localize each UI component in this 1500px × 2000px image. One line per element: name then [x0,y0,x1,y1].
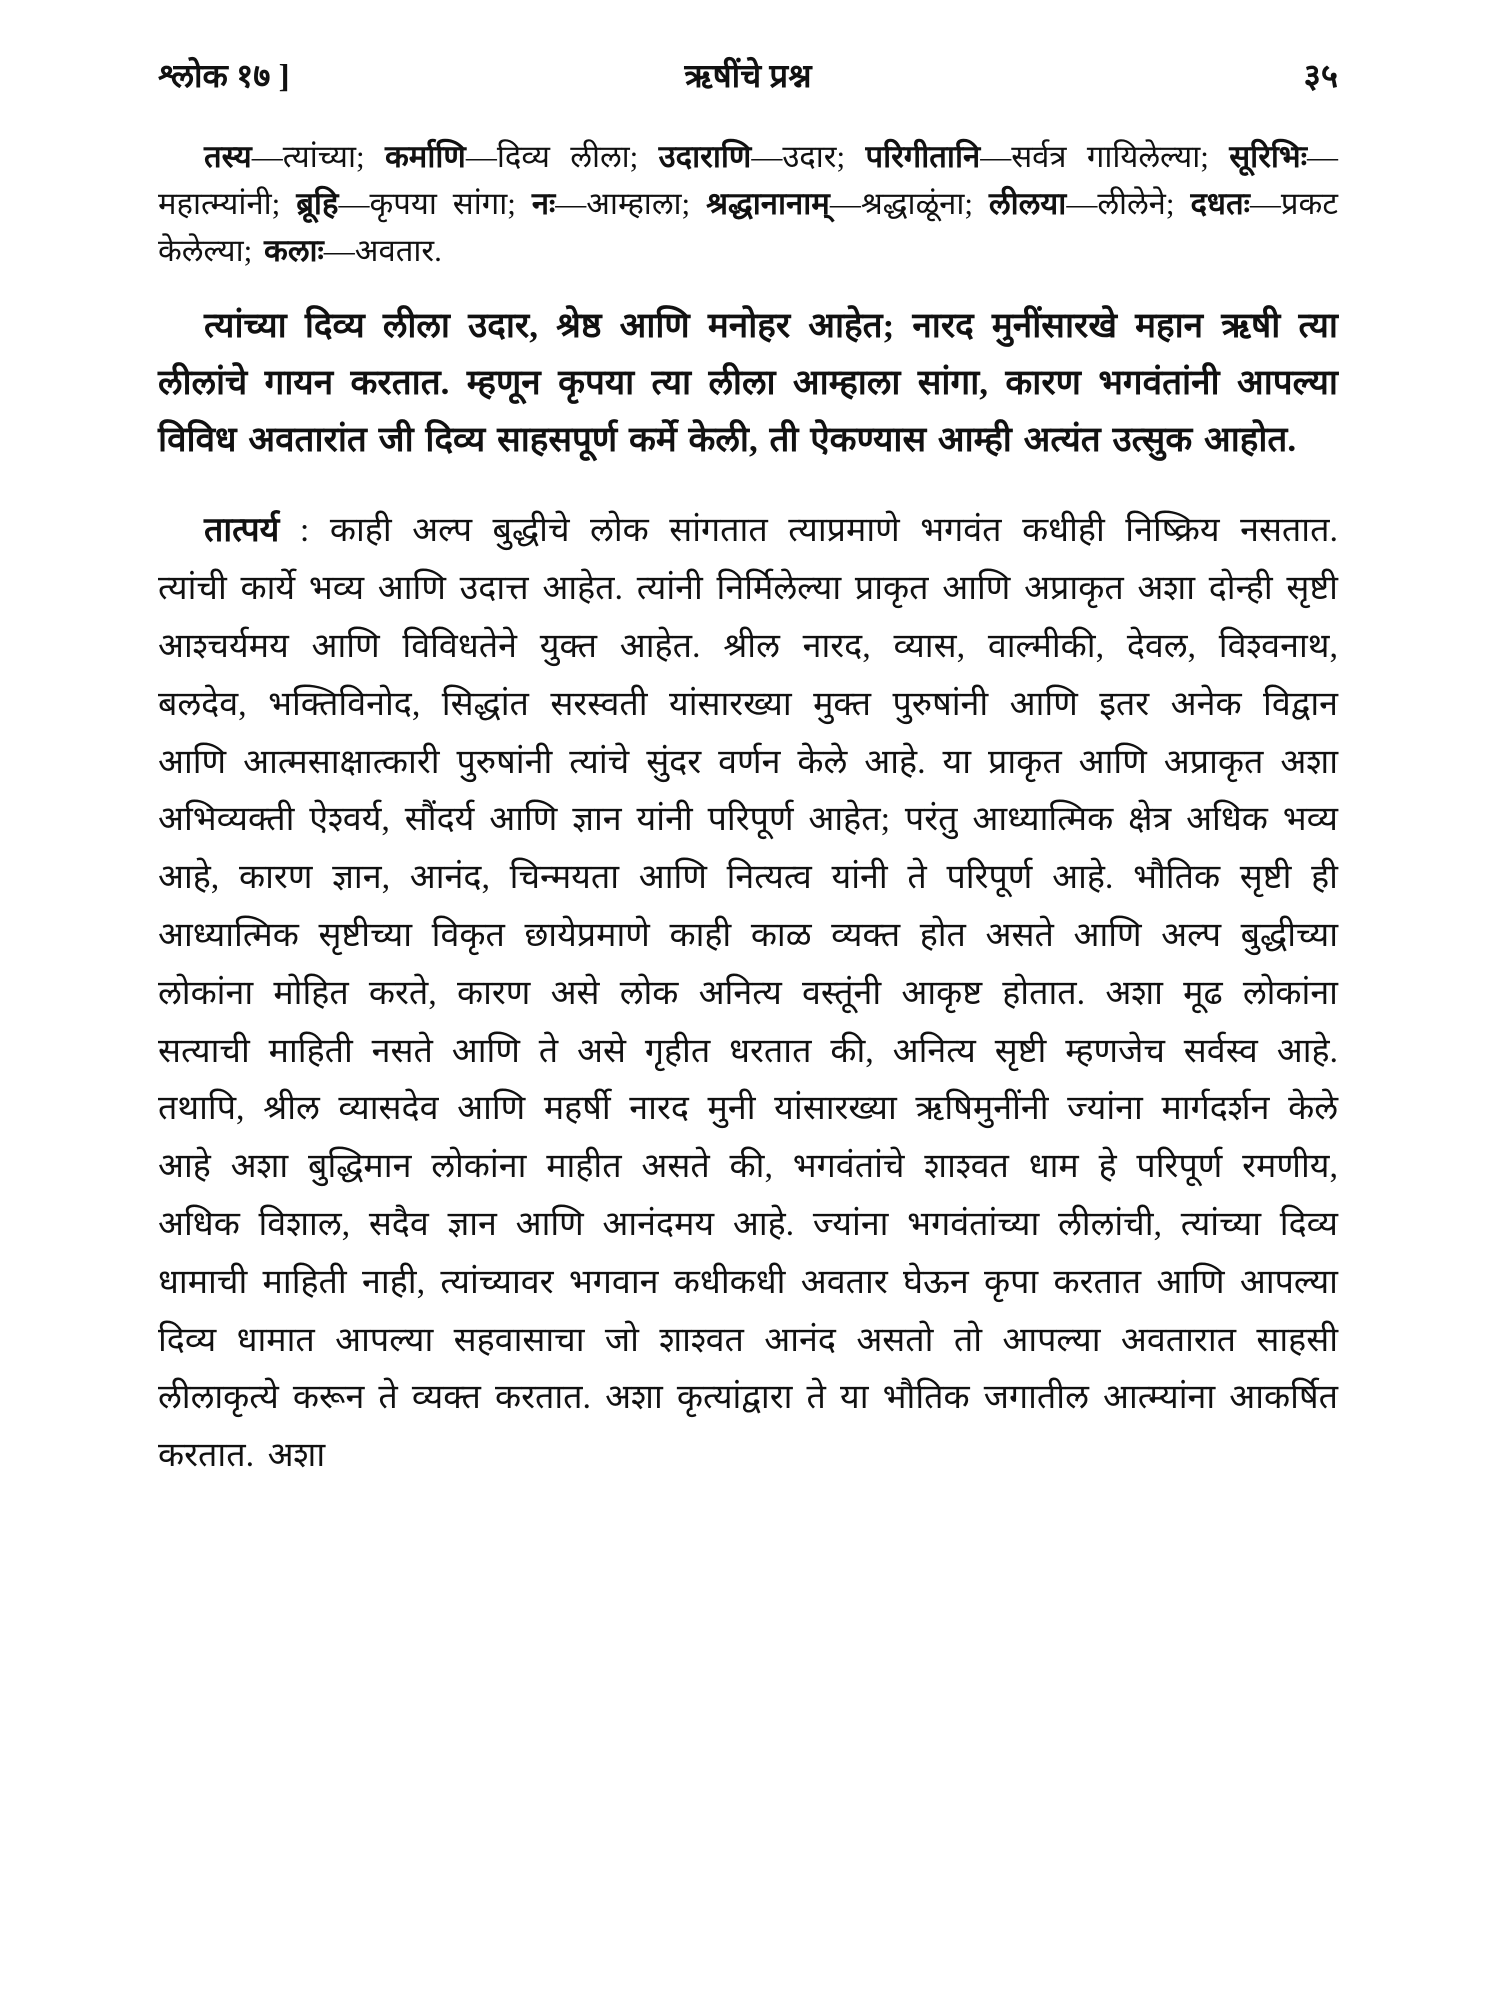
synonym-term: कलाः [264,233,324,269]
purport-colon: : [279,512,330,550]
page-header [158,52,1338,97]
synonym-term: श्रद्धानानाम् [706,186,830,222]
synonym-meaning: —प्रकट केलेल्या; [158,186,1338,269]
synonym-meaning: —श्रद्धाळूंना; [829,186,989,222]
synonym-term: तस्य [204,139,252,174]
running-title: ऋषींचे प्रश्न [684,59,812,95]
synonym-meaning: —लीलेने; [1066,186,1191,222]
synonyms-paragraph [158,133,1338,274]
page-number: ३५ [1303,59,1338,95]
synonym-meaning: —दिव्य लीला; [465,139,659,174]
purport-label: तात्पर्य [204,512,280,550]
purport-text: काही अल्प बुद्धीचे लोक सांगतात त्याप्रमाणे भगवंत कधीही निष्क्रिय नसतात. त्यांची कार्ये भव्य आणि उदात्त आहेत. त्यांनी निर्मिलेल्या प्राकृत आणि अप्राकृत अशा दोन्ही सृष्टी आश्चर्यमय आणि विविधतेने युक्त आहेत. श्रील नारद, व्यास, वाल्मीकी, देवल, विश्वनाथ, बलदेव, भक्तिविनोद, सिद्धांत सरस्वती यांसारख्या मुक्त पुरुषांनी आणि इतर अनेक विद्वान आणि आत्मसाक्षात्कारी पुरुषांनी त्यांचे सुंदर वर्णन केले आहे. या प्राकृत आणि अप्राकृत अशा अभिव्यक्ती ऐश्वर्य, सौंदर्य आणि ज्ञान यांनी परिपूर्ण आहेत; परंतु आध्यात्मिक क्षेत्र अधिक भव्य आहे, कारण ज्ञान, आनंद, चिन्मयता आणि नित्यत्व यांनी ते परिपूर्ण आहे. भौतिक सृष्टी ही आध्यात्मिक सृष्टीच्या विकृत छायेप्रमाणे काही काळ व्यक्त होत असते आणि अल्प बुद्धीच्या लोकांना मोहित करते, कारण असे लोक अनित्य वस्तूंनी आकृष्ट होतात. अशा मूढ लोकांना सत्याची माहिती नसते आणि ते असे गृहीत धरतात की, अनित्य सृष्टी म्हणजेच सर्वस्व आहे. तथापि, श्रील व्यासदेव आणि महर्षी नारद मुनी यांसारख्या ऋषिमुनींनी ज्यांना मार्गदर्शन केले आहे अशा बुद्धिमान लोकांना माहीत असते की, भगवंतांचे शाश्वत धाम हे परिपूर्ण रमणीय, अधिक विशाल, सदैव ज्ञान आणि आनंदमय आहे. ज्यांना भगवंतांच्या लीलांची, त्यांच्या दिव्य धामाची माहिती नाही, त्यांच्यावर भगवान कधीकधी अवतार घेऊन कृपा करतात आणि आपल्या दिव्य धामात आपल्या सहवासाचा जो शाश्वत आनंद असतो तो आपल्या अवतारात साहसी लीलाकृत्ये करून ते व्यक्त करतात. अशा कृत्यांद्वारा ते या भौतिक जगातील आत्म्यांना आकर्षित करतात. अशा [158,512,1338,1475]
shloka-reference: श्लोक १७ ] [158,59,290,95]
synonym-term: ब्रूहि [296,186,339,222]
synonym-meaning: —महात्म्यांनी; [158,139,1338,222]
synonym-meaning: —अवतार. [323,233,442,269]
translation-paragraph: त्यांच्या दिव्य लीला उदार, श्रेष्ठ आणि मनोहर आहेत; नारद मुनींसारखे महान ऋषी त्या लीलांचे गायन करतात. म्हणून कृपया त्या लीला आम्हाला सांगा, कारण भगवंतांनी आपल्या विविध अवतारांत जी दिव्य साहसपूर्ण कर्मे केली, ती ऐकण्यास आम्ही अत्यंत उत्सुक आहोत. [158,306,1338,459]
purport-paragraph [158,502,1338,1485]
synonym-term: उदाराणि [658,139,752,174]
synonym-meaning: —त्यांच्या; [251,139,385,174]
synonym-term: कर्माणि [385,139,466,174]
synonym-meaning: —उदार; [751,139,866,174]
synonym-term: नः [531,186,556,222]
synonym-term: परिगीतानि [865,139,981,174]
synonym-meaning: —आम्हाला; [555,186,707,222]
synonym-term: सूरिभिः [1229,139,1307,174]
synonym-term: दधतः [1190,186,1250,222]
synonym-term: लीलया [988,186,1067,222]
synonym-meaning: —सर्वत्र गायिलेल्या; [980,139,1230,174]
synonym-meaning: —कृपया सांगा; [338,186,532,222]
